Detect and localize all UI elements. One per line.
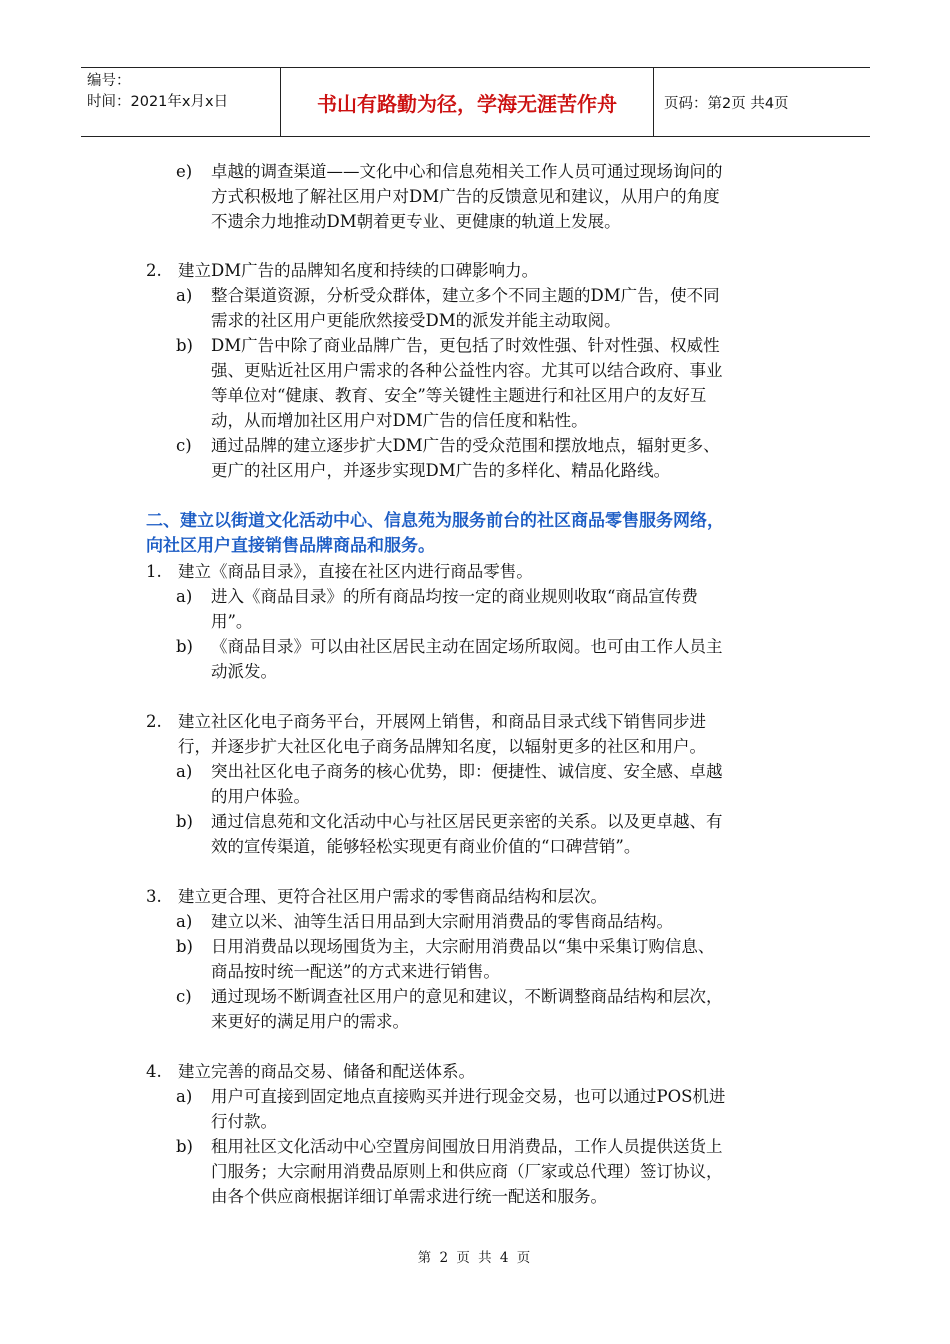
section-heading: 向社区用户直接销售品牌商品和服务。 <box>146 536 435 556</box>
paragraph-line: 租用社区文化活动中心空置房间囤放日用消费品，工作人员提供送货上 <box>211 1137 723 1156</box>
list-marker: b) <box>176 812 193 831</box>
header-page-code: 页码：第2页 共4页 <box>664 95 789 112</box>
paragraph-line: 动，从而增加社区用户对DM广告的信任度和粘性。 <box>211 411 588 430</box>
header-motto: 书山有路勤为径，学海无涯苦作舟 <box>281 68 654 136</box>
list-marker: a) <box>176 587 193 606</box>
list-item-title: 建立DM广告的品牌知名度和持续的口碑影响力。 <box>178 261 539 280</box>
page-footer: 第 2 页 共 4 页 <box>417 1250 533 1266</box>
paragraph-line: 卓越的调查渠道——文化中心和信息苑相关工作人员可通过现场询问的 <box>211 162 723 181</box>
list-item-title: 建立《商品目录》，直接在社区内进行商品零售。 <box>178 562 533 581</box>
list-marker: 2. <box>146 261 162 280</box>
list-item-title: 建立完善的商品交易、储备和配送体系。 <box>178 1062 475 1081</box>
paragraph-line: 用户可直接到固定地点直接购买并进行现金交易，也可以通过POS机进 <box>211 1087 726 1106</box>
list-item-title: 行，并逐步扩大社区化电子商务品牌知名度，以辐射更多的社区和用户。 <box>178 737 706 756</box>
section-heading: 二、建立以街道文化活动中心、信息苑为服务前台的社区商品零售服务网络， <box>146 511 724 531</box>
paragraph-line: 门服务；大宗耐用消费品原则上和供应商（厂家或总代理）签订协议， <box>211 1162 723 1181</box>
paragraph-line: 行付款。 <box>211 1112 277 1131</box>
paragraph-line: 通过现场不断调查社区用户的意见和建议，不断调整商品结构和层次， <box>211 987 723 1006</box>
list-marker: 1. <box>146 562 162 581</box>
list-item-title: 建立更合理、更符合社区用户需求的零售商品结构和层次。 <box>178 887 607 906</box>
list-marker: a) <box>176 762 193 781</box>
list-marker: a) <box>176 286 193 305</box>
paragraph-line: 不遗余力地推动DM朝着更专业、更健康的轨道上发展。 <box>211 212 621 231</box>
paragraph-line: 进入《商品目录》的所有商品均按一定的商业规则收取“商品宣传费 <box>211 587 698 606</box>
number-label: 编号： <box>87 73 131 89</box>
list-marker: c) <box>176 436 192 455</box>
list-marker: 3. <box>146 887 162 906</box>
list-marker: a) <box>176 912 193 931</box>
paragraph-line: 强、更贴近社区用户需求的各种公益性内容。尤其可以结合政府、事业 <box>211 361 723 380</box>
list-marker: b) <box>176 637 193 656</box>
paragraph-line: 通过品牌的建立逐步扩大DM广告的受众范围和摆放地点，辐射更多、 <box>211 436 720 455</box>
paragraph-line: 整合渠道资源，分析受众群体，建立多个不同主题的DM广告，使不同 <box>211 286 720 305</box>
paragraph-line: 建立以米、油等生活日用品到大宗耐用消费品的零售商品结构。 <box>211 912 673 931</box>
list-marker: e) <box>176 162 193 181</box>
date-label: 时间：2021年x月x日 <box>87 94 229 110</box>
header-meta <box>81 68 281 136</box>
paragraph-line: 商品按时统一配送”的方式来进行销售。 <box>211 962 500 981</box>
list-item-title: 建立社区化电子商务平台，开展网上销售，和商品目录式线下销售同步进 <box>178 712 706 731</box>
list-marker: 4. <box>146 1062 162 1081</box>
paragraph-line: 《商品目录》可以由社区居民主动在固定场所取阅。也可由工作人员主 <box>211 637 723 656</box>
paragraph-line: 来更好的满足用户的需求。 <box>211 1012 409 1031</box>
paragraph-line: 突出社区化电子商务的核心优势，即：便捷性、诚信度、安全感、卓越 <box>211 762 723 781</box>
paragraph-line: 动派发。 <box>211 662 277 681</box>
paragraph-line: 由各个供应商根据详细订单需求进行统一配送和服务。 <box>211 1187 607 1206</box>
list-marker: a) <box>176 1087 193 1106</box>
list-marker: b) <box>176 937 193 956</box>
list-marker: c) <box>176 987 192 1006</box>
paragraph-line: 更广的社区用户，并逐步实现DM广告的多样化、精品化路线。 <box>211 461 671 480</box>
paragraph-line: 日用消费品以现场囤货为主，大宗耐用消费品以“集中采集订购信息、 <box>211 937 715 956</box>
paragraph-line: 等单位对“健康、教育、安全”等关键性主题进行和社区用户的友好互 <box>211 386 707 405</box>
paragraph-line: 用”。 <box>211 612 253 631</box>
list-marker: b) <box>176 1137 193 1156</box>
paragraph-line: 通过信息苑和文化活动中心与社区居民更亲密的关系。以及更卓越、有 <box>211 812 723 831</box>
page-header <box>81 67 870 137</box>
list-marker: b) <box>176 336 193 355</box>
paragraph-line: 方式积极地了解社区用户对DM广告的反馈意见和建议，从用户的角度 <box>211 187 720 206</box>
list-marker: 2. <box>146 712 162 731</box>
paragraph-line: DM广告中除了商业品牌广告，更包括了时效性强、针对性强、权威性 <box>211 336 720 355</box>
paragraph-line: 效的宣传渠道，能够轻松实现更有商业价值的“口碑营销”。 <box>211 837 641 856</box>
paragraph-line: 需求的社区用户更能欣然接受DM的派发并能主动取阅。 <box>211 311 621 330</box>
paragraph-line: 的用户体验。 <box>211 787 310 806</box>
